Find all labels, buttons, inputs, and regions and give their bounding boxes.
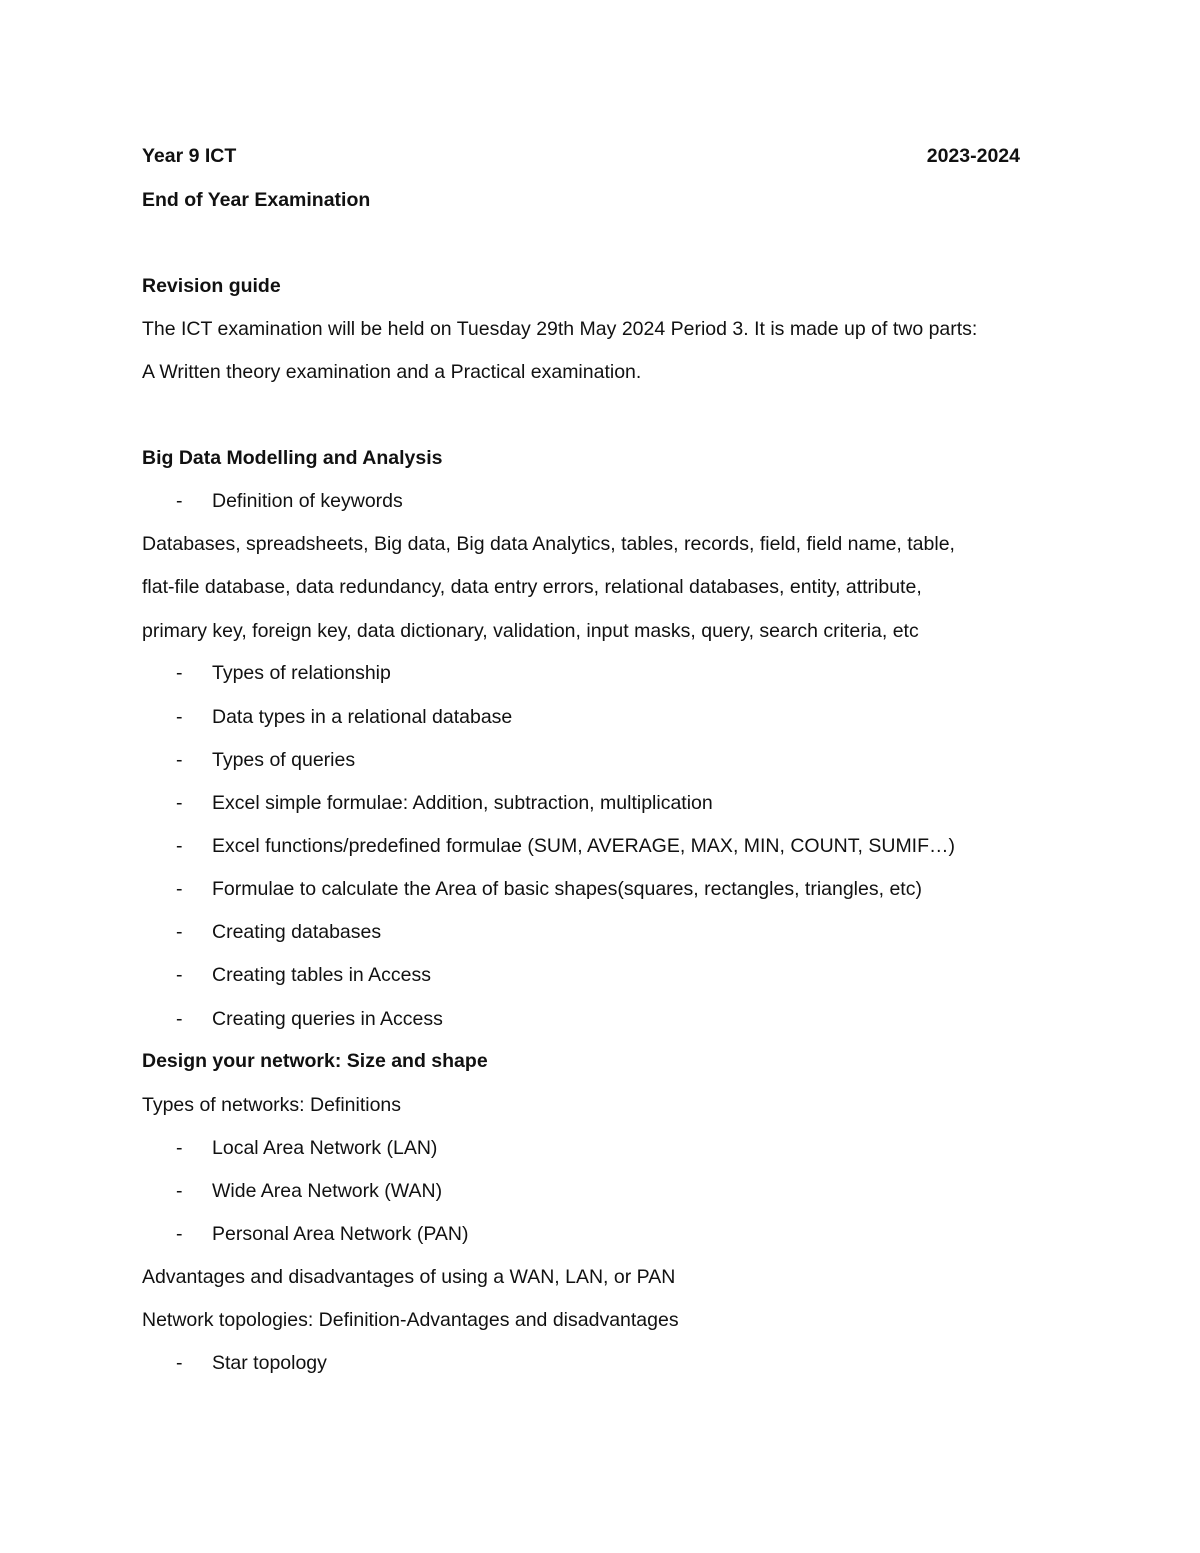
- list-item-text: Definition of keywords: [212, 490, 403, 512]
- bullet-dash: -: [176, 878, 183, 900]
- list-item: [176, 920, 381, 944]
- bullet-dash: -: [176, 490, 183, 512]
- list-item: [176, 1007, 443, 1031]
- list-item: [176, 963, 431, 987]
- list-item: [176, 705, 512, 729]
- exam-title: End of Year Examination: [142, 189, 371, 211]
- list-item: [176, 791, 713, 815]
- intro-line-2: A Written theory examination and a Practical examination.: [142, 361, 642, 383]
- list-item-text: Creating queries in Access: [212, 1008, 443, 1030]
- intro-line-1: The ICT examination will be held on Tuesday 29th May 2024 Period 3. It is made up of two parts:: [142, 318, 978, 340]
- list-item: [176, 1179, 442, 1203]
- list-item-text: Types of queries: [212, 749, 356, 771]
- bullet-dash: -: [176, 1137, 183, 1159]
- bullet-dash: -: [176, 1352, 183, 1374]
- bullet-dash: -: [176, 835, 183, 857]
- list-item: [176, 1351, 327, 1375]
- list-item: [176, 1222, 468, 1246]
- list-item-text: Excel simple formulae: Addition, subtraction, multiplication: [212, 792, 713, 814]
- advantages-line: Advantages and disadvantages of using a WAN, LAN, or PAN: [142, 1266, 676, 1288]
- list-item-text: Formulae to calculate the Area of basic shapes(squares, rectangles, triangles, etc): [212, 878, 922, 900]
- revision-guide-heading: Revision guide: [142, 275, 281, 297]
- list-item-text: Data types in a relational database: [212, 706, 513, 728]
- bullet-dash: -: [176, 1008, 183, 1030]
- bullet-dash: -: [176, 662, 183, 684]
- bullet-dash: -: [176, 1180, 183, 1202]
- bullet-dash: -: [176, 749, 183, 771]
- list-item: [176, 748, 355, 772]
- list-item-text: Local Area Network (LAN): [212, 1137, 438, 1159]
- course-title: Year 9 ICT: [142, 145, 237, 167]
- bullet-dash: -: [176, 1223, 183, 1245]
- list-item-text: Personal Area Network (PAN): [212, 1223, 469, 1245]
- network-types-line: Types of networks: Definitions: [142, 1094, 402, 1116]
- list-item-text: Excel functions/predefined formulae (SUM, AVERAGE, MAX, MIN, COUNT, SUMIF…): [212, 835, 956, 857]
- list-item-text: Creating tables in Access: [212, 964, 431, 986]
- list-item-text: Star topology: [212, 1352, 327, 1374]
- keywords-line-1: Databases, spreadsheets, Big data, Big data Analytics, tables, records, field, field name, table,: [142, 533, 955, 555]
- bullet-dash: -: [176, 921, 183, 943]
- list-item-text: Wide Area Network (WAN): [212, 1180, 443, 1202]
- bullet-dash: -: [176, 706, 183, 728]
- bullet-dash: -: [176, 964, 183, 986]
- list-item: [176, 661, 391, 685]
- list-item: [176, 877, 922, 901]
- keywords-line-2: flat-file database, data redundancy, data entry errors, relational databases, entity, attribute,: [142, 576, 922, 598]
- keywords-line-3: primary key, foreign key, data dictionary, validation, input masks, query, search criteria, etc: [142, 620, 919, 642]
- list-item: [176, 1136, 437, 1160]
- list-item-text: Creating databases: [212, 921, 382, 943]
- list-item-text: Types of relationship: [212, 662, 391, 684]
- section-heading-big-data: Big Data Modelling and Analysis: [142, 447, 443, 469]
- academic-year: 2023-2024: [926, 145, 1020, 167]
- section-heading-network: Design your network: Size and shape: [142, 1050, 488, 1072]
- topologies-line: Network topologies: Definition-Advantages and disadvantages: [142, 1309, 679, 1331]
- list-item: [176, 489, 403, 513]
- list-item: [176, 834, 955, 858]
- bullet-dash: -: [176, 792, 183, 814]
